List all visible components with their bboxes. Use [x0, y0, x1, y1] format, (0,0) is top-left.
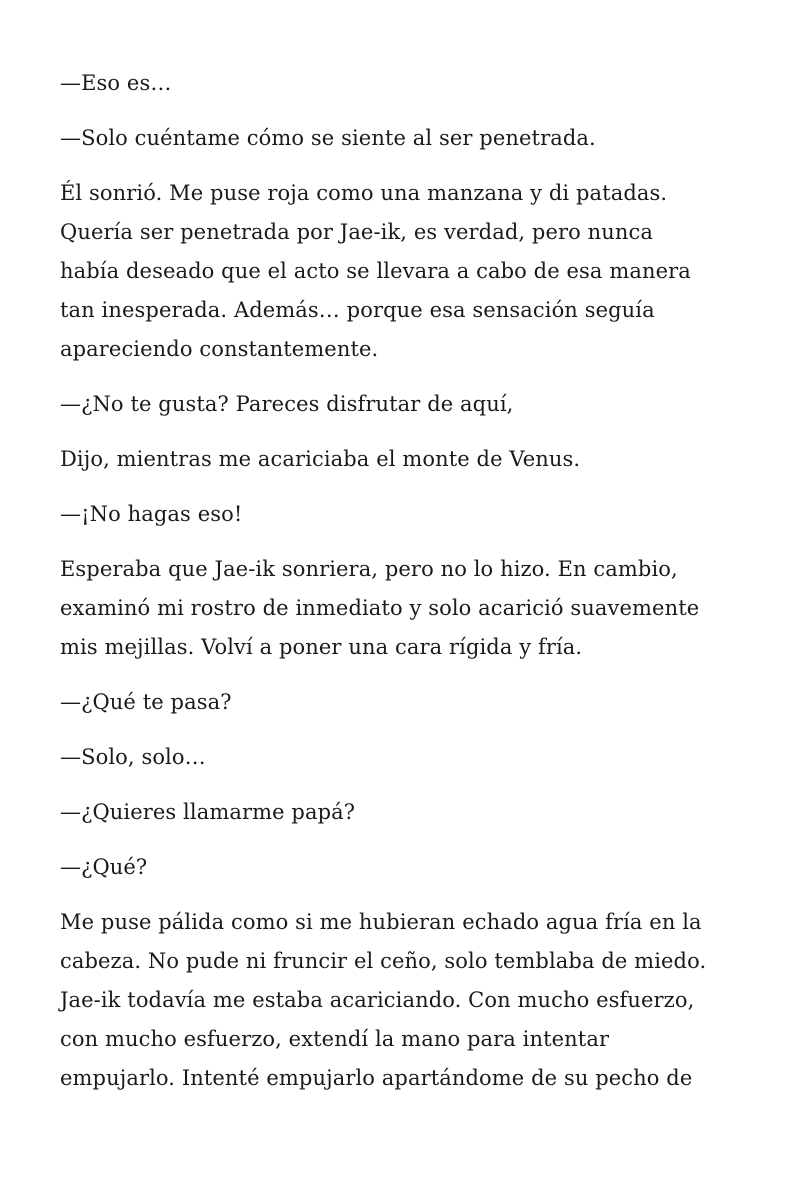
paragraph: [60, 495, 750, 534]
page-text: [60, 64, 750, 1114]
paragraph: [60, 848, 750, 887]
text-line: Quería ser penetrada por Jae-ik, es verdad, pero nunca: [60, 220, 653, 244]
paragraph: [60, 738, 750, 777]
text-line: —Solo cuéntame cómo se siente al ser penetrada.: [60, 126, 596, 150]
text-line: —¿Qué?: [60, 855, 148, 879]
text-line: mis mejillas. Volví a poner una cara rígida y fría.: [60, 635, 583, 659]
text-line: —¿Qué te pasa?: [60, 690, 232, 714]
text-line: —Solo, solo…: [60, 745, 206, 769]
text-line: Me puse pálida como si me hubieran echado agua fría en la: [60, 910, 702, 934]
text-line: tan inesperada. Además… porque esa sensación seguía: [60, 298, 655, 322]
text-line: Jae-ik todavía me estaba acariciando. Con mucho esfuerzo,: [60, 988, 695, 1012]
text-line: empujarlo. Intenté empujarlo apartándome de su pecho de: [60, 1066, 693, 1090]
text-line: —¿No te gusta? Pareces disfrutar de aquí,: [60, 392, 514, 416]
paragraph: [60, 683, 750, 722]
text-line: —¡No hagas eso!: [60, 502, 243, 526]
text-line: examinó mi rostro de inmediato y solo acarició suavemente: [60, 596, 700, 620]
paragraph: [60, 385, 750, 424]
text-line: apareciendo constantemente.: [60, 337, 379, 361]
paragraph: [60, 440, 750, 479]
text-line: con mucho esfuerzo, extendí la mano para intentar: [60, 1027, 610, 1051]
text-line: —Eso es…: [60, 71, 172, 95]
paragraph: [60, 793, 750, 832]
paragraph: [60, 903, 750, 1098]
paragraph: [60, 174, 750, 369]
text-line: —¿Quieres llamarme papá?: [60, 800, 356, 824]
paragraph: [60, 119, 750, 158]
paragraph: [60, 550, 750, 667]
text-line: cabeza. No pude ni fruncir el ceño, solo temblaba de miedo.: [60, 949, 707, 973]
text-line: Esperaba que Jae-ik sonriera, pero no lo hizo. En cambio,: [60, 557, 678, 581]
paragraph: [60, 64, 750, 103]
text-line: había deseado que el acto se llevara a cabo de esa manera: [60, 259, 691, 283]
text-line: Él sonrió. Me puse roja como una manzana y di patadas.: [60, 181, 668, 205]
text-line: Dijo, mientras me acariciaba el monte de Venus.: [60, 447, 581, 471]
